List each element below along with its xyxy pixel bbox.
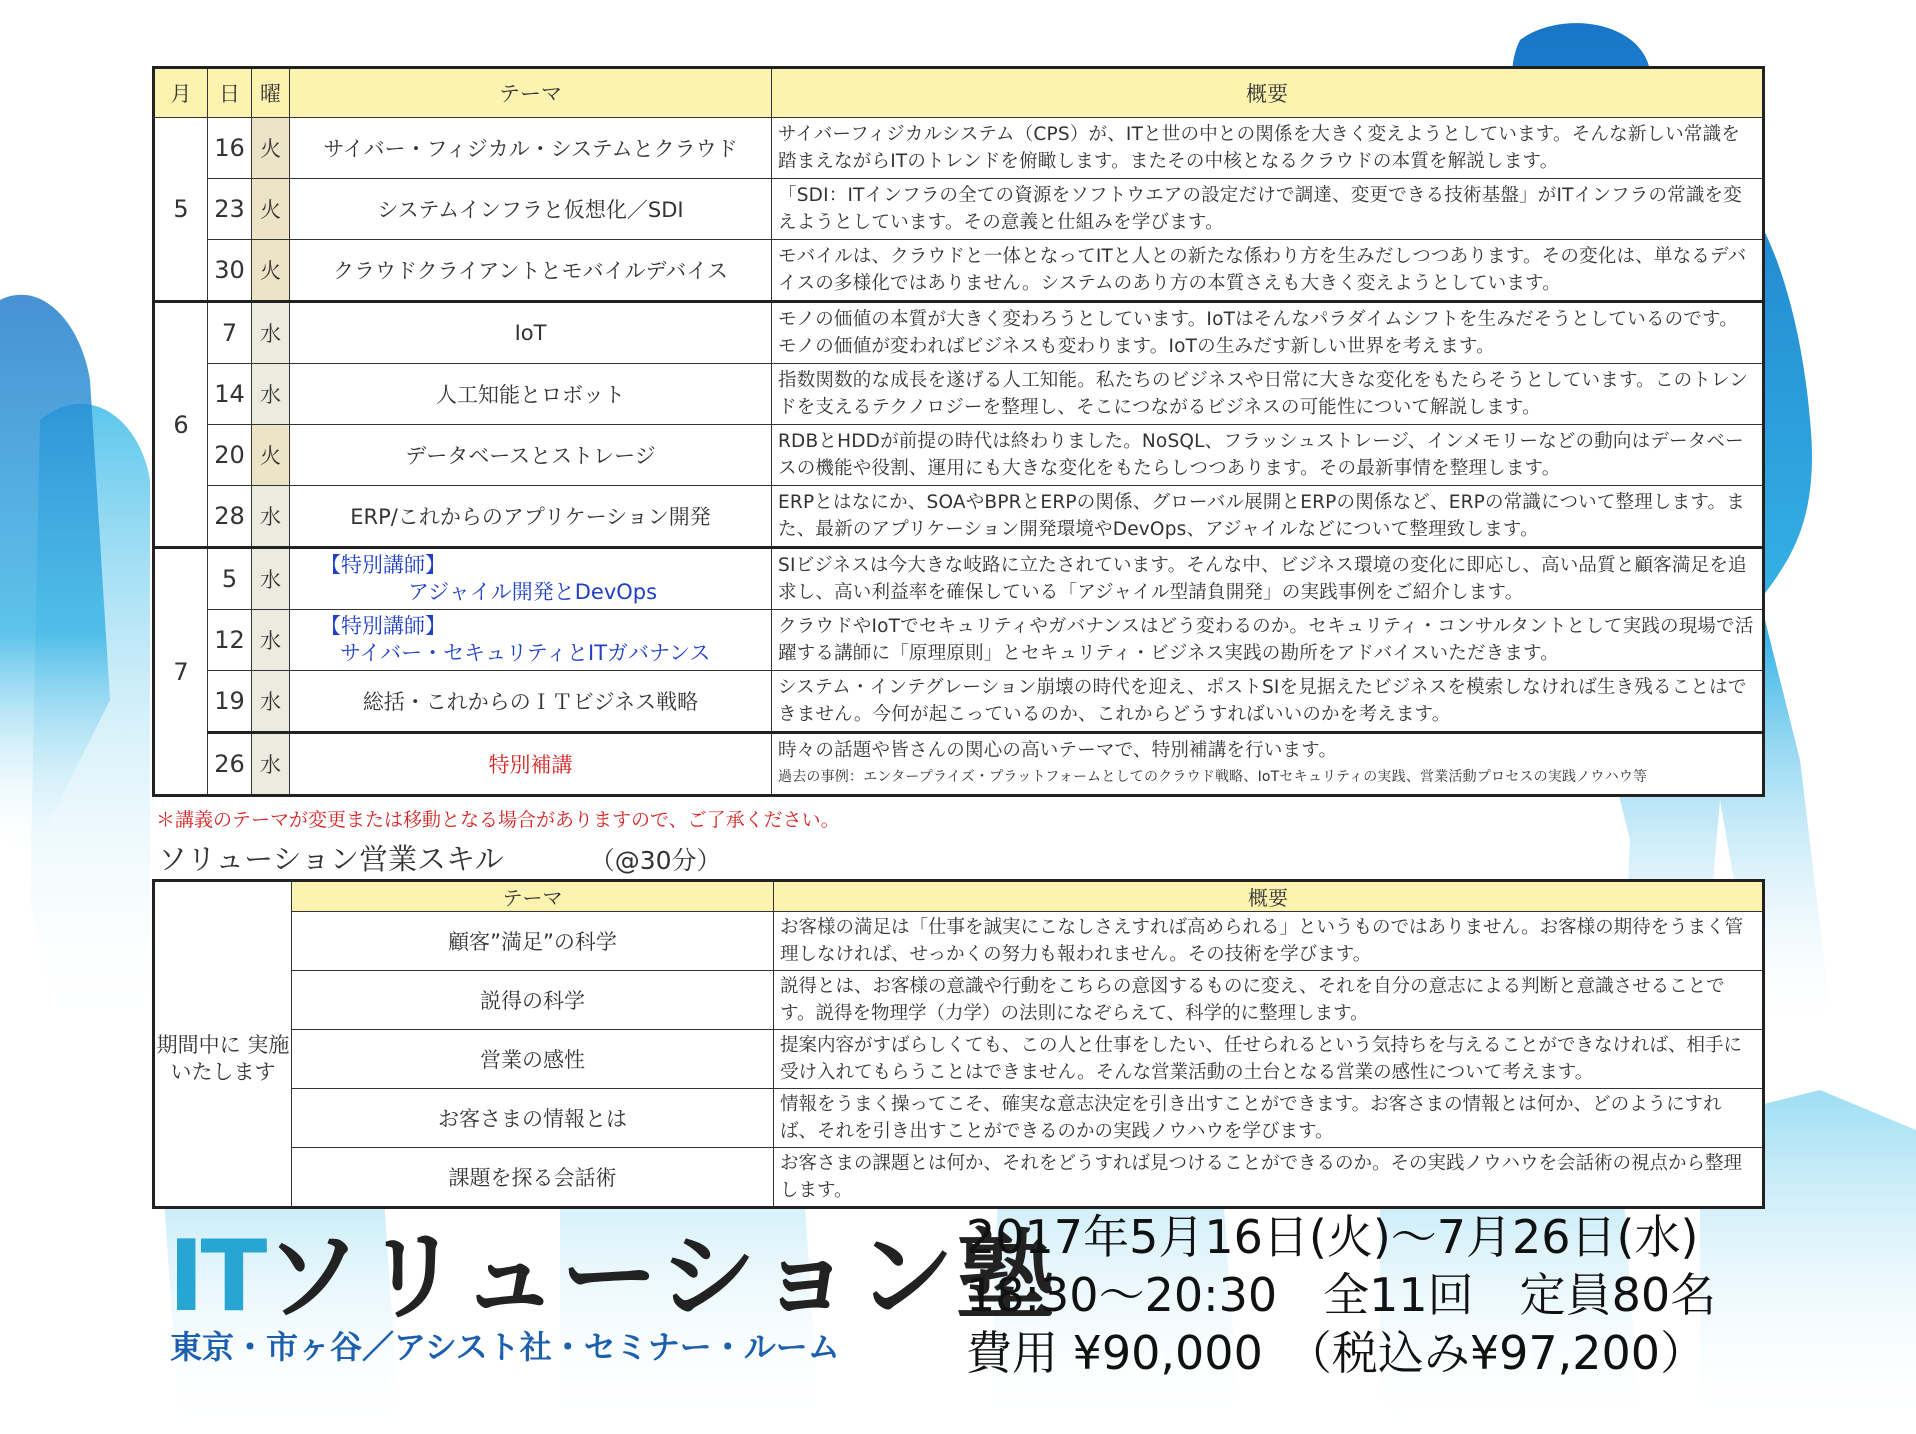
header-month: 月 (154, 68, 208, 118)
summary-cell: サイバーフィジカルシステム（CPS）が、ITと世の中との関係を大きく変えようとしています。そんな新しい常識を踏まえながらITのトレンドを俯瞰します。またその中核となるクラウドの本質を解説します。 (772, 118, 1764, 179)
summary-cell: RDBとHDDが前提の時代は終わりました。NoSQL、フラッシュストレージ、インメモリーなどの動向はデータベースの機能や役割、運用にも大きな変化をもたらしつつあります。その最新事情を整理します。 (772, 425, 1764, 486)
table-row (154, 302, 1764, 364)
table-row (154, 971, 1764, 1030)
schedule-header-row (154, 68, 1764, 118)
theme-cell: 総括・これからのＩＴビジネス戦略 (290, 671, 772, 733)
theme-cell: 顧客”満足”の科学 (292, 912, 774, 971)
theme-cell: クラウドクライアントとモバイルデバイス (290, 240, 772, 302)
theme-cell: 人工知能とロボット (290, 364, 772, 425)
summary-cell: モバイルは、クラウドと一体となってITと人との新たな係わり方を生みだしつつあります。その変化は、単なるデバイスの多様化ではありません。システムのあり方の本質さえも大きく変えようとしています。 (772, 240, 1764, 302)
theme-cell: 特別補講 (290, 733, 772, 796)
sales-header-row (154, 881, 1764, 912)
dow-cell: 火 (252, 118, 290, 179)
day-cell: 20 (208, 425, 252, 486)
sales-header-summary: 概要 (774, 881, 1764, 912)
special-theme-title: サイバー・セキュリティとITガバナンス (340, 641, 711, 665)
month-cell: 7 (154, 548, 208, 796)
theme-cell: 説得の科学 (292, 971, 774, 1030)
theme-cell: 課題を探る会話術 (292, 1148, 774, 1208)
header-day: 日 (208, 68, 252, 118)
dow-cell: 火 (252, 179, 290, 240)
theme-cell: IoT (290, 302, 772, 364)
day-cell: 30 (208, 240, 252, 302)
summary-cell: SIビジネスは今大きな岐路に立たされています。そんな中、ビジネス環境の変化に即応し、高い品質と顧客満足を追求し、高い利益率を確保している「アジャイル型請負開発」の実践事例をご紹介します。 (772, 548, 1764, 610)
summary-cell: 情報をうまく操ってこそ、確実な意志決定を引き出すことができます。お客さまの情報とは何か、どのようにすれば、それを引き出すことができるのかの実践ノウハウを学びます。 (774, 1089, 1764, 1148)
special-theme-title: アジャイル開発とDevOps (408, 580, 658, 604)
special-theme-cell (290, 548, 772, 610)
header-summary: 概要 (772, 68, 1764, 118)
sales-header-theme: テーマ (292, 881, 774, 912)
summary-cell: 説得とは、お客様の意識や行動をこちらの意図するものに変え、それを自分の意志による判断と意識させることです。説得を物理学（力学）の法則になぞらえて、科学的に整理します。 (774, 971, 1764, 1030)
dow-cell: 水 (252, 364, 290, 425)
summary-cell: モノの価値の本質が大きく変わろうとしています。IoTはそんなパラダイムシフトを生みだそうとしているのです。モノの価値が変わればビジネスも変わります。IoTの生みだす新しい世界を考えます。 (772, 302, 1764, 364)
schedule-table (152, 66, 1765, 797)
dow-cell: 火 (252, 240, 290, 302)
table-row (154, 118, 1764, 179)
sales-table (152, 879, 1765, 1209)
month-cell: 5 (154, 118, 208, 302)
table-row (154, 486, 1764, 548)
event-fee: 費用 ¥90,000 （税込み¥97,200） (966, 1326, 1707, 1380)
day-cell: 19 (208, 671, 252, 733)
header-dow: 曜 (252, 68, 290, 118)
table-row (154, 425, 1764, 486)
table-row (154, 179, 1764, 240)
table-row (154, 912, 1764, 971)
summary-cell (772, 733, 1764, 796)
header-theme: テーマ (290, 68, 772, 118)
table-row (154, 364, 1764, 425)
theme-cell: ERP/これからのアプリケーション開発 (290, 486, 772, 548)
table-row (154, 1089, 1764, 1148)
theme-cell: 営業の感性 (292, 1030, 774, 1089)
summary-cell: 提案内容がすばらしくても、この人と仕事をしたい、任せられるという気持ちを与えることができなければ、相手に受け入れてもらうことはできません。そんな営業活動の土台となる営業の感性について考えます。 (774, 1030, 1764, 1089)
summary-cell: 指数関数的な成長を遂げる人工知能。私たちのビジネスや日常に大きな変化をもたらそうとしています。このトレンドを支えるテクノロジーを整理し、そこにつながるビジネスの可能性について解説します。 (772, 364, 1764, 425)
theme-cell: サイバー・フィジカル・システムとクラウド (290, 118, 772, 179)
special-lecturer-label: 【特別講師】 (320, 553, 446, 577)
table-row (154, 240, 1764, 302)
summary-cell: お客様の満足は「仕事を誠実にこなしさえすれば高められる」というものではありません。お客様の期待をうまく管理しなければ、せっかくの努力も報われません。その技術を学びます。 (774, 912, 1764, 971)
table-row (154, 548, 1764, 610)
summary-text: 時々の話題や皆さんの関心の高いテーマで、特別補講を行います。 (778, 740, 1338, 761)
day-cell: 23 (208, 179, 252, 240)
summary-small-text: 過去の事例：エンタープライズ・プラットフォームとしてのクラウド戦略、IoTセキュリティの実践、営業活動プロセスの実践ノウハウ等 (778, 769, 1648, 785)
sales-header-blank (154, 881, 292, 912)
dow-cell: 水 (252, 733, 290, 796)
brand-it: IT (168, 1220, 264, 1334)
sales-section-title (158, 837, 1762, 875)
theme-cell: データベースとストレージ (290, 425, 772, 486)
day-cell: 28 (208, 486, 252, 548)
sales-title: ソリューション営業スキル (158, 842, 504, 876)
special-lecturer-label: 【特別講師】 (320, 614, 446, 638)
schedule-sheet (152, 66, 1762, 1209)
sales-duration: （@30分） (589, 846, 722, 875)
dow-cell: 水 (252, 486, 290, 548)
day-cell: 14 (208, 364, 252, 425)
day-cell: 16 (208, 118, 252, 179)
brand-logo (168, 1198, 1056, 1339)
event-info (966, 1208, 1716, 1382)
dow-cell: 水 (252, 671, 290, 733)
month-cell: 6 (154, 302, 208, 548)
dow-cell: 水 (252, 610, 290, 671)
day-cell: 7 (208, 302, 252, 364)
change-note: ＊講義のテーマが変更または移動となる場合がありますので、ご了承ください。 (156, 809, 840, 831)
summary-cell: 「SDI：ITインフラの全ての資源をソフトウエアの設定だけで調達、変更できる技術基盤」がITインフラの常識を変えようとしています。その意義と仕組みを学びます。 (772, 179, 1764, 240)
table-row (154, 733, 1764, 796)
table-row (154, 1030, 1764, 1089)
venue-text: 東京・市ヶ谷／アシスト社・セミナー・ルーム (170, 1328, 840, 1366)
theme-cell: お客さまの情報とは (292, 1089, 774, 1148)
summary-cell: クラウドやIoTでセキュリティやガバナンスはどう変わるのか。セキュリティ・コンサルタントとして実践の現場で活躍する講師に「原理原則」とセキュリティ・ビジネス実践の勘所をアドバイスいただきます。 (772, 610, 1764, 671)
summary-cell: ERPとはなにか、SOAやBPRとERPの関係、グローバル展開とERPの関係など、ERPの常識について整理します。また、最新のアプリケーション開発環境やDevOps、アジャイルなどについて整理致します。 (772, 486, 1764, 548)
summary-cell: システム・インテグレーション崩壊の時代を迎え、ポストSIを見据えたビジネスを模索しなければ生き残ることはできません。今何が起こっているのか、これからどうすればいいのかを考えます。 (772, 671, 1764, 733)
dow-cell: 水 (252, 302, 290, 364)
table-row (154, 671, 1764, 733)
dow-cell: 火 (252, 425, 290, 486)
theme-cell: システムインフラと仮想化／SDI (290, 179, 772, 240)
special-theme-cell (290, 610, 772, 671)
day-cell: 26 (208, 733, 252, 796)
table-row (154, 610, 1764, 671)
event-time: 18:30〜20:30 全11回 定員80名 (966, 1268, 1717, 1322)
brand-name: ソリューション塾 (263, 1220, 1057, 1334)
dow-cell: 水 (252, 548, 290, 610)
period-cell: 期間中に 実施 いたします (154, 912, 292, 1208)
event-dates: 2017年5月16日(火)〜7月26日(水) (966, 1210, 1699, 1264)
day-cell: 12 (208, 610, 252, 671)
summary-cell: お客さまの課題とは何か、それをどうすれば見つけることができるのか。その実践ノウハウを会話術の視点から整理します。 (774, 1148, 1764, 1208)
day-cell: 5 (208, 548, 252, 610)
